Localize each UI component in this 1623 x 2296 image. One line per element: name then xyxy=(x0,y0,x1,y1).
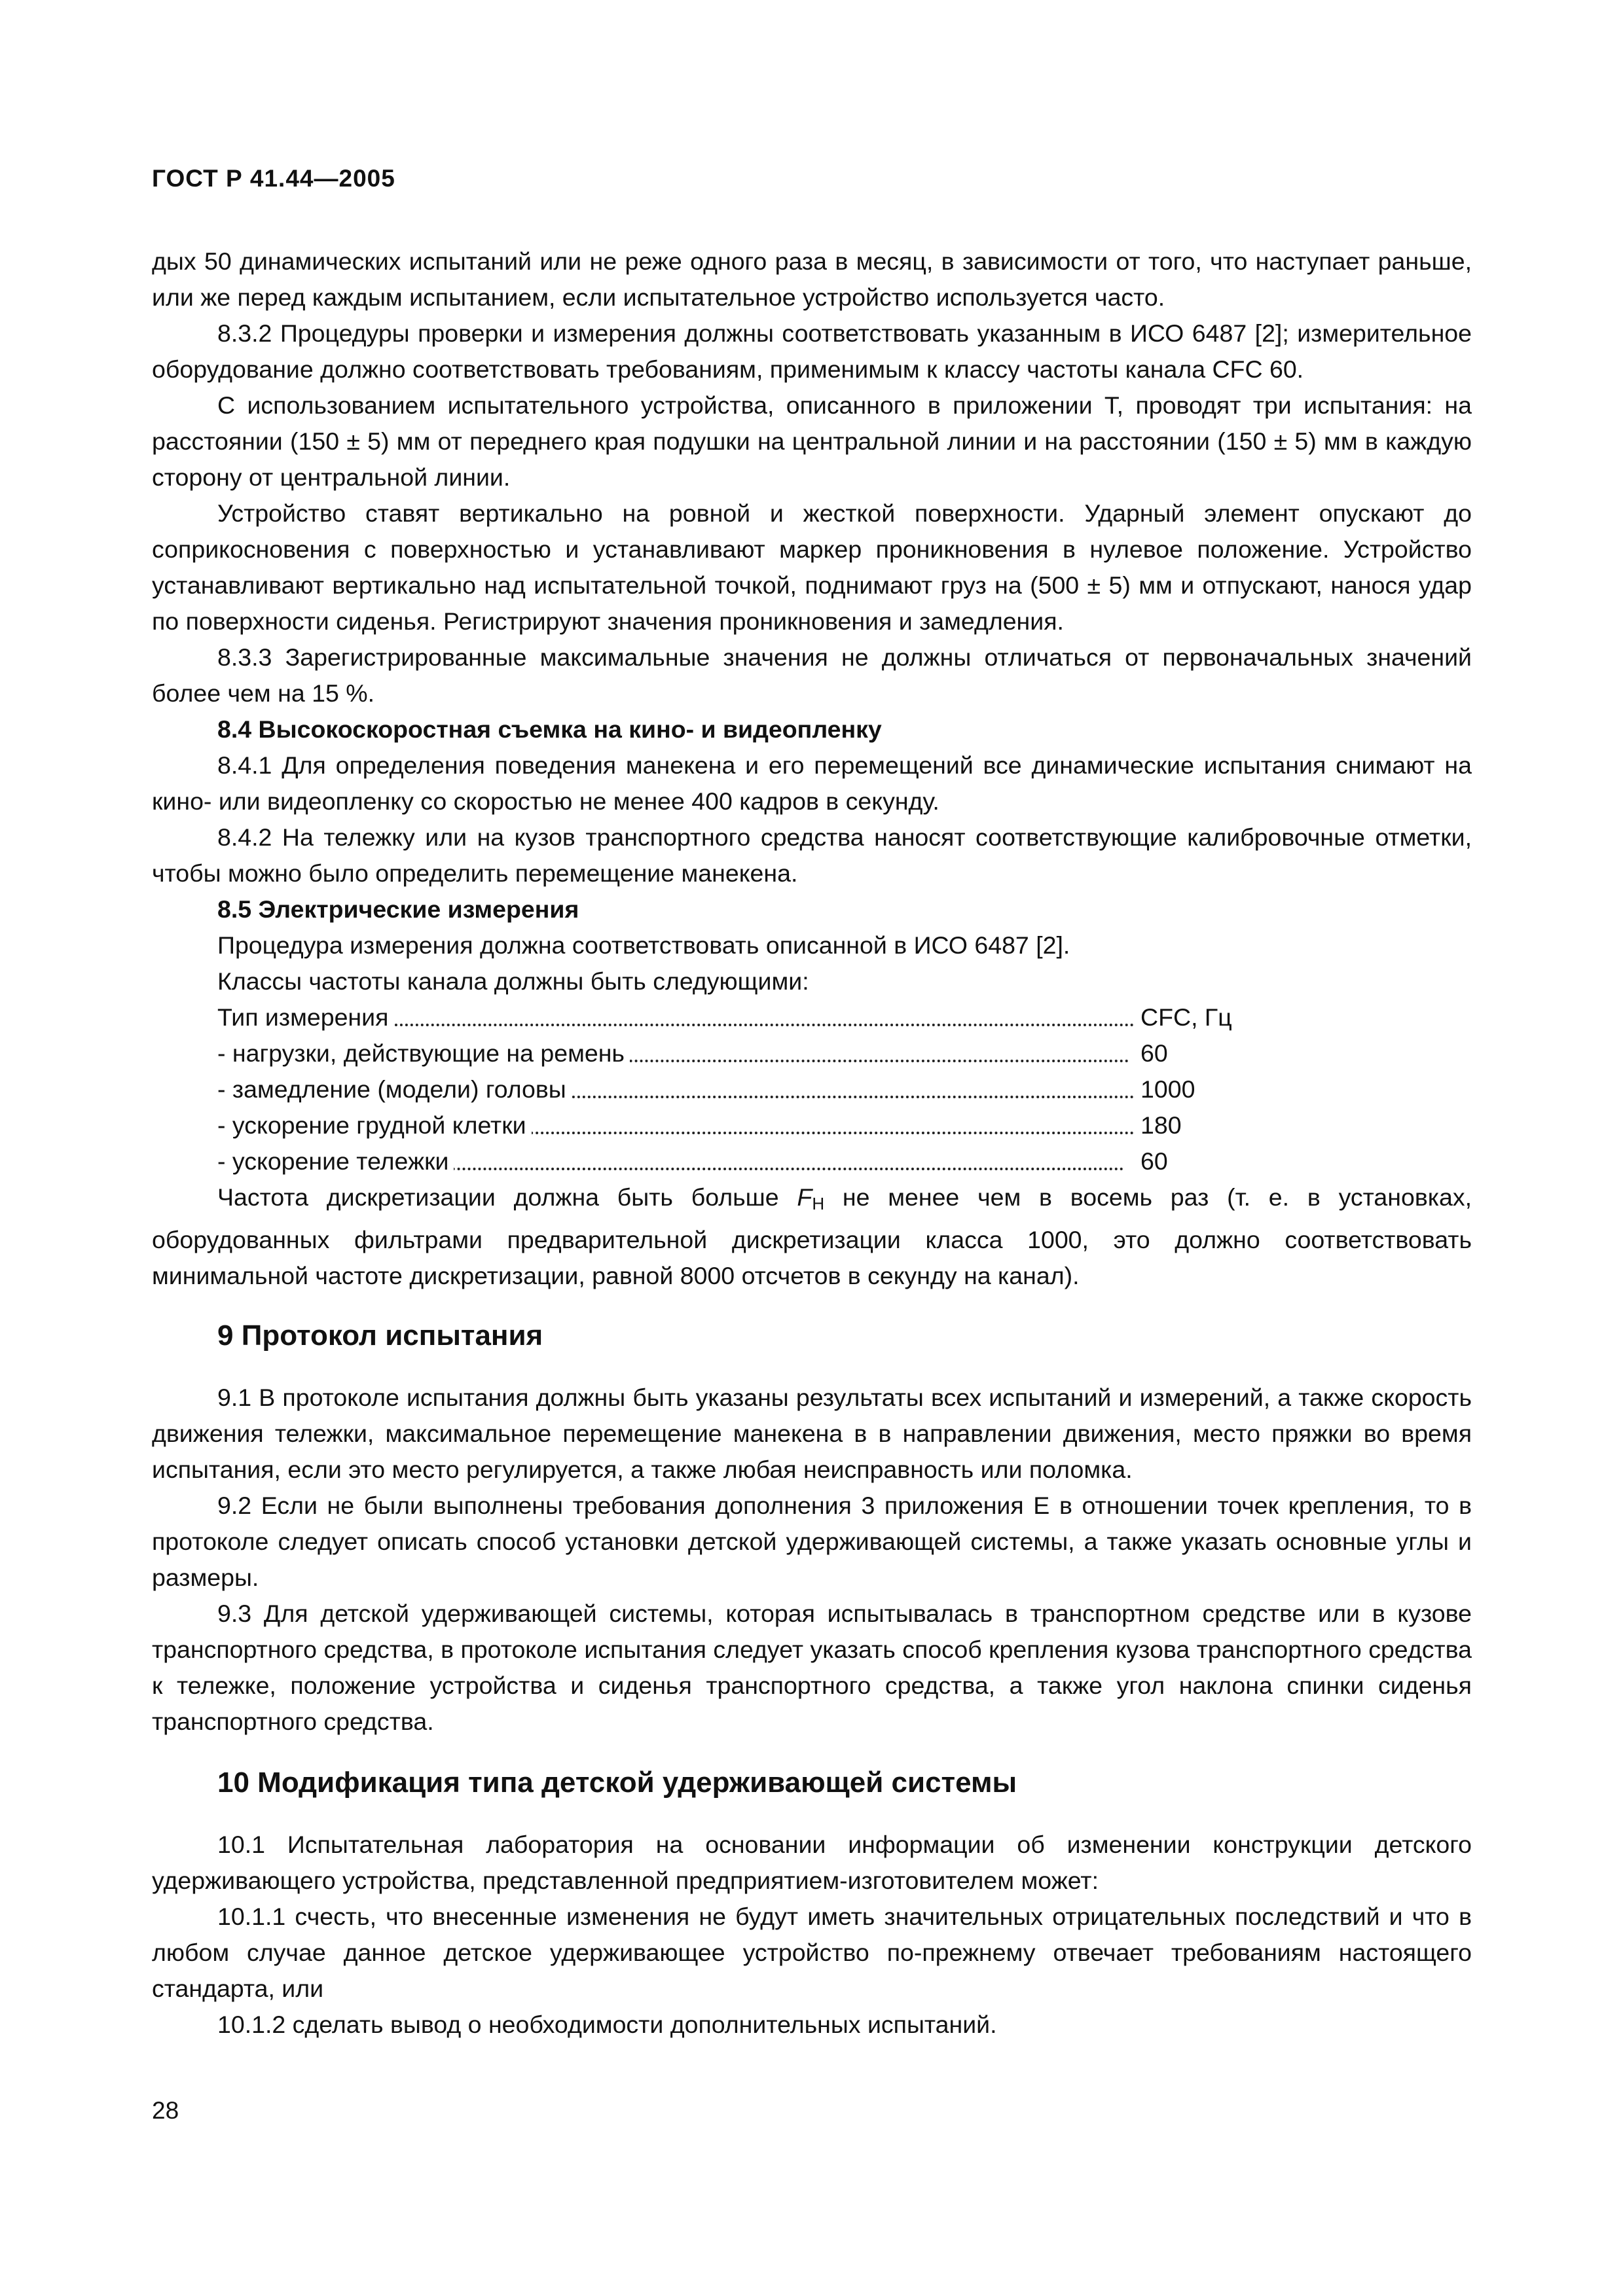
paragraph: 8.3.3 Зарегистрированные максимальные значения не должны отличаться от первоначальных значений более чем на 15 %. xyxy=(152,643,1472,707)
table-row xyxy=(217,1107,1239,1143)
row-label: - замедление (модели) головы xyxy=(217,1071,572,1107)
table-row xyxy=(217,1143,1239,1179)
page-number: 28 xyxy=(152,2097,179,2124)
paragraph: 8.4.1 Для определения поведения манекена и его перемещений все динамические испытания снимают на кино- или видеопленку со скоростью не менее 400 кадров в секунду. xyxy=(152,751,1472,815)
paragraph-sampling-frequency xyxy=(152,1179,1472,1294)
paragraph: 9.1 В протоколе испытания должны быть указаны результаты всех испытаний и измерений, а также скорость движения тележки, максимальное перемещение манекена в в направлении движения, место пряжки во время испытания, если это место регулируется, а также любая неисправность или поломка. xyxy=(152,1384,1472,1483)
document-header: ГОСТ Р 41.44—2005 xyxy=(152,165,395,192)
paragraph: С использованием испытательного устройства, описанного в приложении Т, проводят три испытания: на расстоянии (150 ± 5) мм от переднего края подушки на центральной линии и на расстоянии (150 ± 5) мм в каждую сторону от центральной линии. xyxy=(152,391,1472,491)
table-row xyxy=(217,1071,1239,1107)
table-row xyxy=(217,999,1239,1035)
document-body xyxy=(152,243,1472,2043)
frequency-class-table xyxy=(152,999,1472,1179)
paragraph: Устройство ставят вертикально на ровной и жесткой поверхности. Ударный элемент опускают до соприкосновения с поверхностью и устанавливают маркер проникновения в нулевое положение. Устройство устанавливают вертикально над испытательной точкой, поднимают груз на (500 ± 5) мм и отпускают, нанося удар по поверхности сиденья. Регистрируют значения проникновения и замедления. xyxy=(152,499,1472,635)
paragraph: Классы частоты канала должны быть следующими: xyxy=(217,967,809,995)
text-fragment: Частота дискретизации должна быть больше xyxy=(217,1183,797,1211)
row-value: 1000 xyxy=(1134,1071,1239,1107)
row-label: - нагрузки, действующие на ремень xyxy=(217,1035,630,1071)
section-heading-8-4: 8.4 Высокоскоростная съемка на кино- и видеопленку xyxy=(217,715,882,743)
section-heading-8-5: 8.5 Электрические измерения xyxy=(217,895,579,923)
row-value: 180 xyxy=(1134,1107,1239,1143)
paragraph: 8.3.2 Процедуры проверки и измерения должны соответствовать указанным в ИСО 6487 [2]; измерительное оборудование должно соответствовать требованиям, применимым к классу частоты канала CFC 60. xyxy=(152,319,1472,383)
row-value: 60 xyxy=(1129,1035,1239,1071)
text-fragment: не менее чем в восемь раз (т. е. в установках, оборудованных фильтрами предварительной дискретизации класса 1000, это должно соответствовать минимальной частоте дискретизации, равной 8000 отсчетов в секунду на канал). xyxy=(152,1183,1472,1289)
paragraph: 10.1.2 сделать вывод о необходимости дополнительных испытаний. xyxy=(217,2011,997,2038)
paragraph: 9.3 Для детской удерживающей системы, которая испытывалась в транспортном средстве или в кузове транспортного средства, в протоколе испытания следует указать способ крепления кузова транспортного средства к тележке, положение устройства и сиденья транспортного средства, а также угол наклона спинки сиденья транспортного средства. xyxy=(152,1600,1472,1735)
paragraph: 8.4.2 На тележку или на кузов транспортного средства наносят соответствующие калибровочные отметки, чтобы можно было определить перемещение манекена. xyxy=(152,823,1472,887)
variable-f: F xyxy=(797,1183,812,1211)
section-heading-9: 9 Протокол испытания xyxy=(217,1319,543,1352)
row-label: - ускорение тележки xyxy=(217,1143,454,1179)
section-heading-10: 10 Модификация типа детской удерживающей системы xyxy=(217,1767,1017,1799)
table-row xyxy=(217,1035,1239,1071)
row-value: CFC, Гц xyxy=(1134,999,1239,1035)
paragraph: 9.2 Если не были выполнены требования дополнения 3 приложения Е в отношении точек крепления, то в протоколе следует описать способ установки детской удерживающей системы, а также указать основные углы и размеры. xyxy=(152,1492,1472,1591)
variable-subscript: Н xyxy=(812,1194,825,1213)
paragraph: 10.1.1 счесть, что внесенные изменения не будут иметь значительных отрицательных последствий и что в любом случае данное детское удерживающее устройство по-прежнему отвечает требованиям настоящего стандарта, или xyxy=(152,1903,1472,2002)
paragraph: 10.1 Испытательная лаборатория на основании информации об изменении конструкции детского удерживающего устройства, представленной предприятием-изготовителем может: xyxy=(152,1831,1472,1894)
paragraph: Процедура измерения должна соответствовать описанной в ИСО 6487 [2]. xyxy=(217,931,1070,959)
paragraph: дых 50 динамических испытаний или не реже одного раза в месяц, в зависимости от того, что наступает раньше, или же перед каждым испытанием, если испытательное устройство используется часто. xyxy=(152,247,1472,311)
row-label: Тип измерения xyxy=(217,999,393,1035)
row-label: - ускорение грудной клетки xyxy=(217,1107,532,1143)
row-value: 60 xyxy=(1125,1143,1239,1179)
